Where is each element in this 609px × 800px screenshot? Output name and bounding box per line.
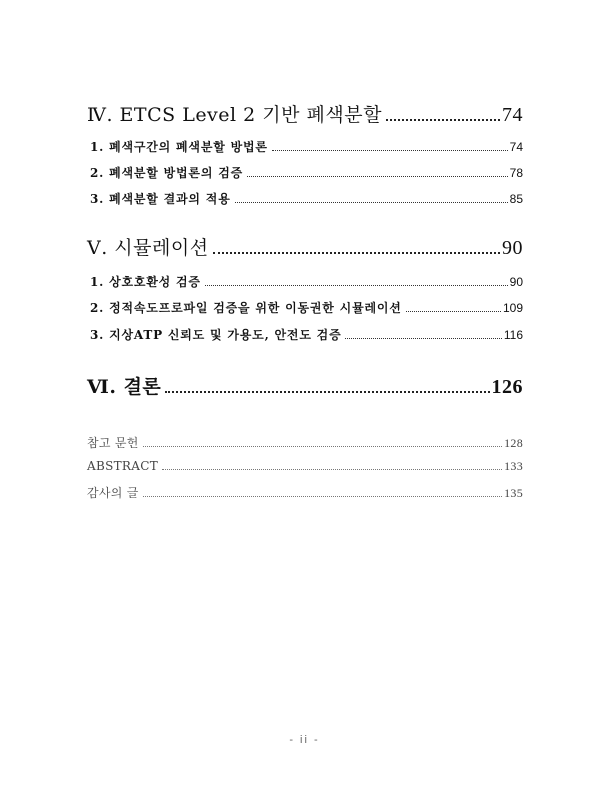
toc-section-5-3[interactable] [90, 326, 523, 343]
dot-leader [235, 202, 508, 203]
page-footer-number: - ii - [289, 734, 320, 746]
page-number: 109 [502, 301, 523, 315]
page-number: 126 [491, 376, 523, 398]
section-title: 2. 정적속도프로파일 검증을 위한 이동권한 시뮬레이션 [90, 301, 402, 315]
dot-leader [345, 338, 501, 339]
chapter-title: Ⅴ. 시뮬레이션 [87, 237, 209, 259]
toc-section-5-2[interactable] [90, 299, 523, 316]
section-title: 3. 폐색분할 결과의 적용 [90, 192, 231, 206]
entry-title: ABSTRACT [87, 459, 158, 473]
page-number: 78 [509, 166, 523, 180]
section-title: 1. 폐색구간의 폐색분할 방법론 [90, 140, 268, 154]
chapter-title: Ⅳ. ETCS Level 2 기반 폐색분할 [87, 104, 382, 126]
toc-references[interactable] [87, 434, 523, 451]
dot-leader [406, 311, 501, 312]
section-title: 1. 상호호환성 검증 [90, 275, 201, 289]
toc-acknowledgements[interactable] [87, 484, 523, 501]
toc-chapter-5[interactable] [87, 233, 523, 260]
page-number: 135 [504, 486, 523, 500]
dot-leader [213, 252, 500, 254]
toc-section-4-2[interactable] [90, 164, 523, 181]
chapter-title: Ⅵ. 결론 [87, 376, 162, 398]
dot-leader [143, 446, 502, 447]
entry-title: 참고 문헌 [87, 436, 139, 450]
page-number: 128 [504, 436, 523, 450]
page-number: 85 [509, 192, 523, 206]
dot-leader [386, 119, 500, 121]
page-number: 74 [502, 104, 523, 126]
page-number: 90 [509, 275, 523, 289]
toc-chapter-6[interactable] [87, 372, 523, 399]
dot-leader [143, 496, 502, 497]
toc-section-4-1[interactable] [90, 138, 523, 155]
section-title: 2. 폐색분할 방법론의 검증 [90, 166, 243, 180]
dot-leader [165, 391, 489, 393]
page-number: 74 [509, 140, 523, 154]
page-number: 90 [502, 237, 523, 259]
page-number: 116 [503, 328, 523, 342]
dot-leader [272, 150, 508, 151]
entry-title: 감사의 글 [87, 486, 139, 500]
dot-leader [162, 469, 502, 470]
toc-abstract[interactable] [87, 459, 523, 474]
dot-leader [247, 176, 508, 177]
toc-section-5-1[interactable] [90, 273, 523, 290]
section-title: 3. 지상ATP 신뢰도 및 가용도, 안전도 검증 [90, 328, 342, 342]
page-number: 133 [504, 459, 523, 473]
toc-chapter-4[interactable] [87, 100, 523, 127]
toc-section-4-3[interactable] [90, 190, 523, 207]
dot-leader [205, 285, 508, 286]
